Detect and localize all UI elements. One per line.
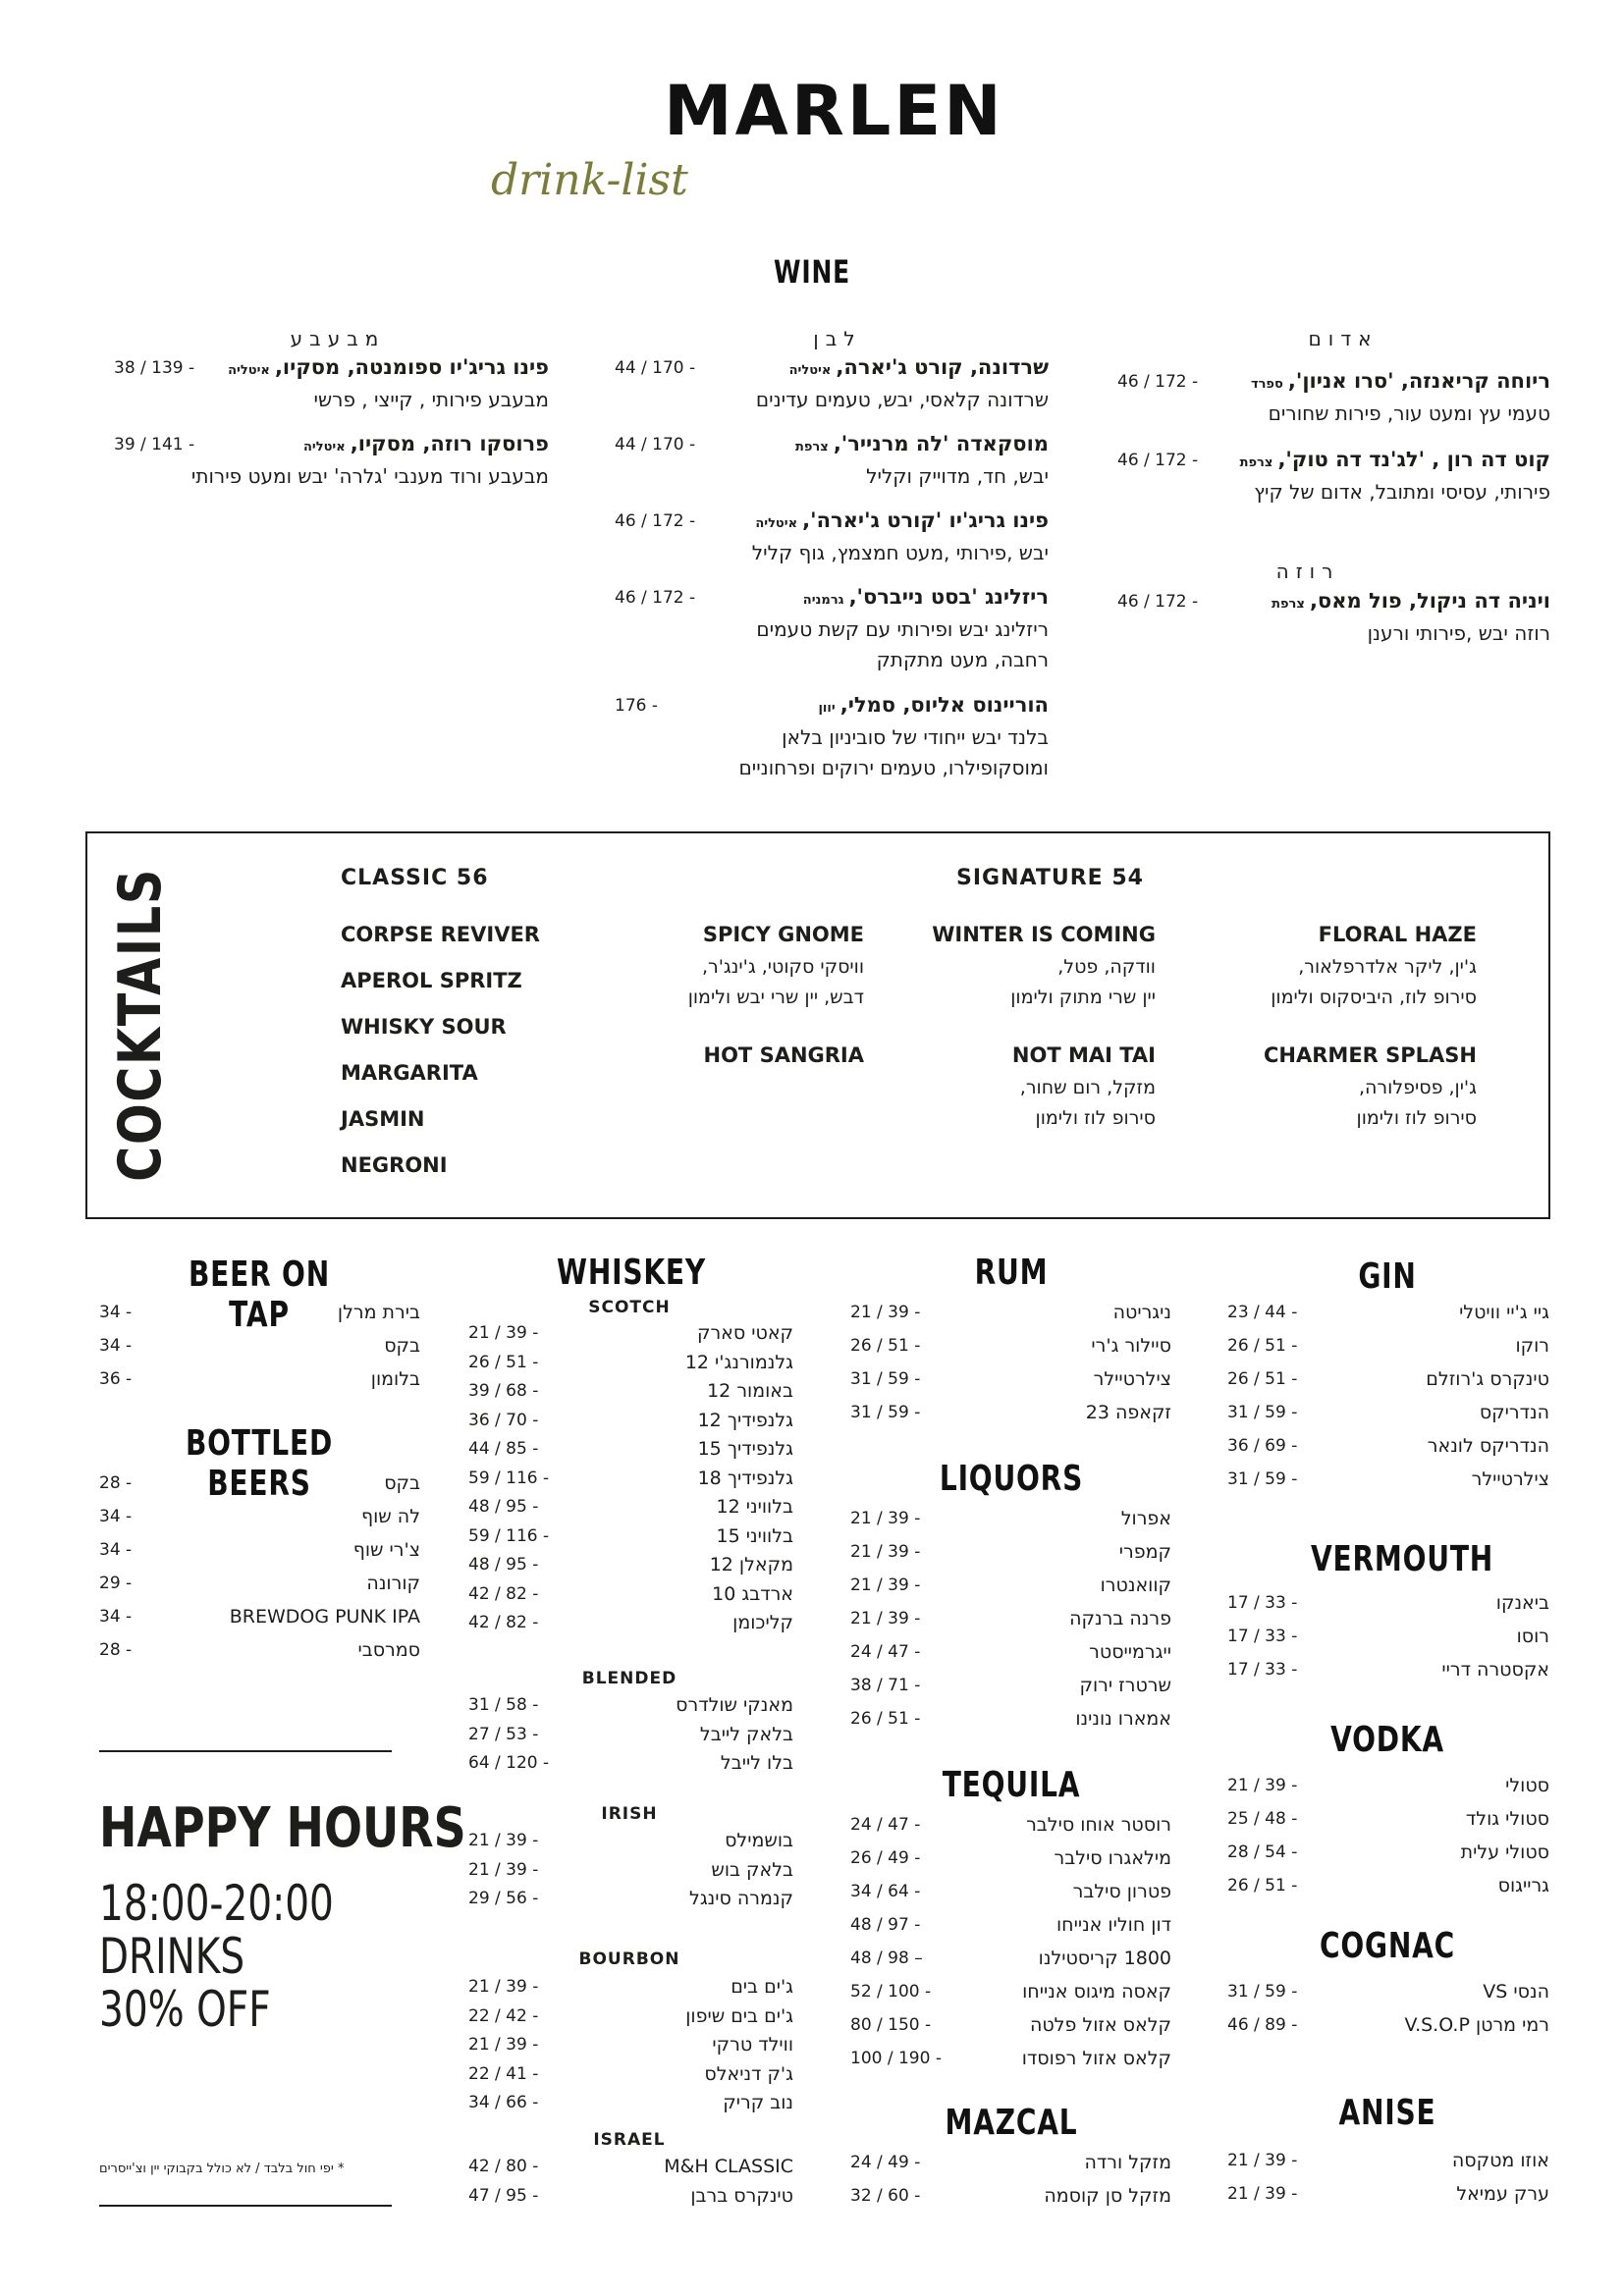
drink-name: אוזו מטקסה: [1451, 2150, 1549, 2171]
divider: [99, 1750, 392, 1752]
wine-item-name: ריוחה קריאנזה, 'סרו אניון',: [1287, 369, 1550, 393]
drink-name: סיילור ג'רי: [1091, 1335, 1171, 1357]
drink-name: גלנפידיך 15: [697, 1438, 793, 1460]
wine-rose-heading: רוזה: [1275, 560, 1340, 583]
drink-price: 26 / 51 -: [1227, 1876, 1298, 1896]
drink-name: בלוויני 12: [716, 1496, 793, 1518]
mazcal-title: MAZCAL: [945, 2103, 1078, 2143]
drink-name: ג'ק דניאלס: [704, 2062, 793, 2085]
signature-cocktail-description: ג'ין, ליקר אלדרפלאור,: [1298, 956, 1477, 978]
drink-price: 34 -: [99, 1303, 133, 1322]
gin-title: GIN: [1358, 1256, 1417, 1297]
wine-item-origin: איטליה: [228, 363, 270, 378]
drink-price: 42 / 82 -: [468, 1583, 539, 1604]
drink-price: 21 / 39 -: [850, 1509, 921, 1528]
drink-name: גלנפידיך 18: [697, 1467, 793, 1489]
drink-price: 31 / 59 -: [1227, 1469, 1298, 1489]
drink-name: באומור 12: [707, 1380, 793, 1402]
drink-price: 31 / 59 -: [1227, 1982, 1298, 2002]
signature-cocktail-description: ג'ין, פסיפלורה,: [1358, 1077, 1477, 1098]
beer-on-tap-title: BEER ON TAP: [188, 1255, 330, 1335]
wine-item-origin: גרמניה: [802, 593, 844, 608]
drink-name: סטולי גולד: [1465, 1808, 1549, 1830]
wine-item-name: מוסקאדה 'לה מרנייר',: [833, 432, 1049, 455]
drink-price: 27 / 53 -: [468, 1724, 539, 1744]
drink-name: בקס: [384, 1472, 420, 1494]
drink-name: טינקרס ג'רוזלם: [1426, 1368, 1549, 1390]
drink-name: קוואנטרו: [1100, 1575, 1171, 1596]
wine-item-price: 38 / 139 -: [114, 358, 195, 378]
drink-name: רוסו: [1516, 1626, 1549, 1647]
drink-name: רוסטר אוחו סילבר: [1026, 1814, 1171, 1836]
drink-price: 26 / 49 -: [850, 1848, 921, 1868]
drink-name: גרייגוס: [1497, 1875, 1549, 1896]
signature-cocktail-description: סירופ לוז ולימון: [1356, 1107, 1477, 1129]
drink-price: 29 -: [99, 1574, 133, 1593]
drink-name: בושמילס: [725, 1830, 793, 1851]
drink-price: 21 / 39 -: [850, 1575, 921, 1595]
wine-item-price: 46 / 172 -: [1117, 592, 1199, 612]
drink-price: 17 / 33 -: [1227, 1627, 1298, 1646]
drink-price: 21 / 39 -: [468, 1831, 539, 1850]
drink-price: 80 / 150 -: [850, 2015, 932, 2035]
wine-item-description: רוזה יבש ,פירותי ורענן: [1367, 621, 1550, 645]
drink-price: 36 / 69 -: [1227, 1436, 1298, 1456]
drink-name: ווילד טרקי: [712, 2034, 793, 2056]
happy-hours-note: * יפי חול בלבד / לא כולל בקבוקי יין וצ'ייסרים: [99, 2162, 345, 2176]
rum-title: RUM: [974, 1253, 1049, 1293]
drink-price: 23 / 44 -: [1227, 1303, 1298, 1322]
drink-price: 26 / 51 -: [850, 1336, 921, 1356]
signature-cocktail: FLORAL HAZE: [1318, 923, 1477, 946]
drink-price: 31 / 58 -: [468, 1695, 539, 1715]
israel-heading: ISRAEL: [593, 2130, 666, 2150]
bourbon-heading: BOURBON: [578, 1949, 680, 1969]
happy-hours-discount: 30% OFF: [99, 1981, 271, 2038]
drink-price: 52 / 100 -: [850, 1982, 932, 2002]
wine-item-name: ויניה דה ניקול, פול מאס,: [1309, 589, 1550, 613]
drink-name: ניגריטה: [1112, 1302, 1171, 1323]
drink-price: 21 / 39 -: [468, 2035, 539, 2055]
happy-hours-title: HAPPY HOURS: [99, 1796, 466, 1860]
wine-item-price: 44 / 170 -: [615, 358, 696, 378]
wine-title: WINE: [774, 253, 850, 291]
drink-name: קאסה מיגוס אנייחו: [1022, 1981, 1171, 2002]
drink-name: בלו לייבל: [720, 1752, 793, 1774]
wine-item-origin: יוון: [818, 701, 836, 716]
wine-item-origin: צרפת: [1272, 597, 1305, 612]
signature-cocktail-description: מזקל, רום שחור,: [1019, 1077, 1156, 1098]
drink-name: קלאס אזול פלטה: [1029, 2014, 1171, 2036]
wine-item-name: שרדונה, קורט ג'יארה,: [836, 355, 1049, 379]
drink-name: 1800 קריסטילנו: [1038, 1948, 1171, 1969]
drink-name: זקאפה 23: [1085, 1402, 1171, 1423]
signature-cocktail-description: סירופ לוז ולימון: [1035, 1107, 1156, 1129]
vodka-title: VODKA: [1330, 1720, 1444, 1760]
liquors-title: LIQUORS: [939, 1459, 1084, 1499]
wine-item-description: מבעבע פירותי , קייצי , פרשי: [313, 388, 549, 411]
signature-cocktail: HOT SANGRIA: [703, 1043, 864, 1067]
wine-item-origin: צרפת: [1239, 455, 1273, 470]
drink-price: 38 / 71 -: [850, 1676, 921, 1695]
drink-price: 34 -: [99, 1540, 133, 1560]
drink-price: 24 / 49 -: [850, 2153, 921, 2172]
brand-tagline: drink-list: [491, 155, 688, 205]
drink-price: 47 / 95 -: [468, 2185, 539, 2206]
wine-item-description: טעמי עץ ומעט עור, פירות שחורים: [1268, 401, 1550, 425]
drink-name: קמפרי: [1118, 1541, 1171, 1563]
drink-price: 34 -: [99, 1607, 133, 1627]
drink-price: 21 / 39 -: [1227, 2151, 1298, 2170]
signature-cocktail-description: יין שרי מתוק ולימון: [1010, 987, 1156, 1008]
signature-cocktail: NOT MAI TAI: [1011, 1043, 1156, 1067]
drink-name: ייגרמייסטר: [1089, 1641, 1171, 1663]
wine-item-price: 176 -: [615, 696, 658, 716]
signature-cocktail-description: וויסקי סקוטי, ג'ינג'ר,: [701, 956, 864, 978]
classic-cocktail: APEROL SPRITZ: [341, 969, 522, 992]
drink-name: בירת מרלן: [337, 1302, 420, 1323]
signature-cocktail-description: וודקה, פטל,: [1057, 956, 1156, 978]
drink-name: ארדבג 10: [712, 1582, 793, 1605]
wine-item-description: ומוסקופילרו, טעמים ירוקים ופרחוניים: [738, 756, 1049, 779]
drink-name: ג'ים בים: [731, 1976, 793, 1998]
drink-name: קליכומן: [732, 1612, 793, 1633]
divider: [99, 2205, 392, 2207]
drink-name: סטולי: [1505, 1775, 1549, 1796]
drink-name: טינקרס ברבן: [690, 2184, 793, 2207]
drink-price: 21 / 39 -: [850, 1542, 921, 1562]
drink-price: 48 / 95 -: [468, 1555, 539, 1575]
drink-name: אמארו נונינו: [1075, 1708, 1171, 1730]
wine-item-origin: איטליה: [302, 440, 346, 454]
classic-cocktail: JASMIN: [341, 1107, 425, 1131]
wine-item-description: יבש ,פירותי ,מעט חמצמץ, גוף קליל: [751, 541, 1049, 564]
drink-price: 21 / 39 -: [468, 1977, 539, 1997]
happy-hours-drinks: DRINKS: [99, 1928, 245, 1985]
drink-price: 22 / 41 -: [468, 2063, 539, 2084]
drink-name: ערק עמיאל: [1456, 2183, 1549, 2205]
drink-price: 26 / 51 -: [1227, 1369, 1298, 1389]
drink-price: 26 / 51 -: [850, 1709, 921, 1729]
brand-logo: MARLEN: [664, 71, 1004, 151]
wine-red-heading: אדום: [1308, 327, 1379, 350]
drink-name: אפרול: [1120, 1508, 1171, 1529]
drink-name: לה שוף: [360, 1506, 420, 1527]
drink-price: 31 / 59 -: [850, 1369, 921, 1389]
drink-price: 44 / 85 -: [468, 1439, 539, 1459]
drink-name: קלאס אזול רפוסדו: [1021, 2048, 1171, 2069]
drink-price: 36 / 70 -: [468, 1410, 539, 1430]
signature-cocktail: WINTER IS COMING: [932, 923, 1156, 946]
wine-item-name: קוט דה רון , 'לג'נד דה טוק',: [1277, 448, 1550, 471]
wine-item-price: 46 / 172 -: [615, 588, 696, 608]
cognac-title: COGNAC: [1319, 1926, 1456, 1966]
drink-price: 17 / 33 -: [1227, 1660, 1298, 1680]
wine-item-price: 46 / 172 -: [1117, 451, 1199, 470]
cocktails-title: COCKTAILS: [106, 868, 175, 1182]
drink-price: 34 / 64 -: [850, 1882, 921, 1901]
drink-name: גיי ג'יי וויטלי: [1459, 1302, 1549, 1323]
drink-name: פטרון סילבר: [1072, 1881, 1171, 1902]
drink-price: 64 / 120 -: [468, 1753, 550, 1773]
signature-cocktail-description: סירופ לוז, היביסקוס ולימון: [1271, 987, 1477, 1008]
drink-name: צילרטיילר: [1093, 1368, 1171, 1390]
drink-price: 22 / 42 -: [468, 2005, 539, 2026]
drink-name: V.S.O.P רמי מרטן: [1404, 2014, 1549, 2036]
drink-price: 32 / 60 -: [850, 2186, 921, 2206]
wine-item-description: ריזלינג יבש ופירותי עם קשת טעמים: [756, 617, 1049, 641]
drink-price: 26 / 51 -: [468, 1352, 539, 1372]
drink-price: 48 / 95 -: [468, 1497, 539, 1517]
wine-item-origin: ספרד: [1250, 377, 1283, 392]
blended-heading: BLENDED: [581, 1669, 677, 1688]
wine-item-description: בלנד יבש ייחודי של סוביניון בלאן: [782, 725, 1049, 749]
drink-price: 31 / 59 -: [1227, 1403, 1298, 1422]
drink-name: אקסטרה דריי: [1441, 1659, 1549, 1681]
happy-hours-time: 18:00-20:00: [99, 1875, 334, 1932]
drink-name: בלומון: [370, 1368, 420, 1390]
wine-item-name: פינו גריג'יו ספומנטה, מסקיו,: [274, 355, 549, 379]
drink-price: 28 -: [99, 1473, 133, 1493]
classic-heading: CLASSIC 56: [341, 866, 489, 890]
drink-name: M&H CLASSIC: [664, 2156, 793, 2177]
drink-price: 25 / 48 -: [1227, 1809, 1298, 1829]
drink-price: 36 -: [99, 1369, 133, 1389]
drink-name: צילרטיילר: [1471, 1468, 1549, 1490]
drink-price: 21 / 39 -: [468, 1323, 539, 1343]
drink-price: 34 -: [99, 1507, 133, 1526]
drink-name: דון חוליו אנייחו: [1056, 1914, 1171, 1936]
wine-item-price: 46 / 172 -: [1117, 372, 1199, 392]
tequila-title: TEQUILA: [942, 1765, 1081, 1805]
drink-price: 48 / 98 –: [850, 1949, 923, 1968]
drink-price: 21 / 39 -: [1227, 2184, 1298, 2204]
drink-price: 39 / 68 -: [468, 1381, 539, 1401]
wine-item-price: 44 / 170 -: [615, 435, 696, 454]
drink-name: גלנפידיך 12: [697, 1409, 793, 1431]
signature-cocktail: SPICY GNOME: [702, 923, 864, 946]
scotch-heading: SCOTCH: [588, 1298, 671, 1317]
drink-price: 28 -: [99, 1640, 133, 1660]
wine-item-description: רחבה, מעט מתקתק: [876, 648, 1049, 671]
drink-name: בלאק לייבל: [699, 1723, 793, 1745]
drink-name: סטולי עלית: [1460, 1842, 1549, 1863]
classic-cocktail: MARGARITA: [341, 1061, 478, 1085]
signature-heading: SIGNATURE 54: [956, 866, 1144, 890]
irish-heading: IRISH: [601, 1804, 658, 1824]
wine-item-description: יבש, חד, מדוייק וקליל: [866, 464, 1049, 488]
drink-price: 21 / 39 -: [468, 1859, 539, 1880]
drink-price: 31 / 59 -: [850, 1403, 921, 1422]
drink-name: מזקל סן קוסמה: [1044, 2185, 1171, 2207]
drink-price: 100 / 190 -: [850, 2049, 942, 2068]
wine-item-name: ריזלינג 'בסט נייברס',: [848, 585, 1049, 609]
drink-name: קורונה: [366, 1573, 420, 1594]
wine-item-name: פרוסקו רוזה, מסקיו,: [350, 432, 549, 455]
drink-name: BREWDOG PUNK IPA: [229, 1606, 420, 1628]
drink-price: 34 -: [99, 1336, 133, 1356]
drink-name: קאטי סארק: [696, 1322, 793, 1344]
wine-item-name: פינו גריג'יו 'קורט ג'יארה',: [802, 508, 1049, 532]
drink-price: 59 / 116 -: [468, 1468, 550, 1488]
drink-price: 21 / 39 -: [1227, 1776, 1298, 1795]
drink-price: 17 / 33 -: [1227, 1593, 1298, 1613]
classic-cocktail: NEGRONI: [341, 1153, 448, 1177]
wine-white-heading: לבן: [813, 327, 862, 350]
drink-name: נוב קריק: [723, 2092, 793, 2113]
drink-name: הנדריקס: [1479, 1402, 1549, 1423]
drink-price: 21 / 39 -: [850, 1303, 921, 1322]
anise-title: ANISE: [1338, 2093, 1436, 2133]
wine-item-name: הוריינוס אליוס, סמלי,: [839, 693, 1049, 717]
drink-price: 48 / 97 -: [850, 1915, 921, 1935]
wine-item-origin: איטליה: [755, 516, 798, 531]
signature-cocktail: CHARMER SPLASH: [1264, 1043, 1477, 1067]
drink-name: בלוויני 15: [716, 1524, 793, 1547]
drink-price: 24 / 47 -: [850, 1815, 921, 1835]
wine-item-description: מבעבע ורוד מענבי 'גלרה' יבש ומעט פירותי: [190, 464, 549, 488]
wine-item-description: פירותי, עסיסי ומתובל, אדום של קיץ: [1254, 480, 1550, 504]
drink-name: הנדריקס לונאר: [1427, 1435, 1549, 1457]
drink-name: גלנמורנג'י 12: [684, 1351, 793, 1373]
classic-cocktail: CORPSE REVIVER: [341, 923, 540, 946]
wine-item-price: 39 / 141 -: [114, 435, 195, 454]
classic-cocktail: WHISKY SOUR: [341, 1015, 507, 1039]
drink-name: מזקל ורדה: [1084, 2152, 1171, 2173]
drink-name: סמרסבי: [357, 1639, 420, 1661]
drink-name: בקס: [384, 1335, 420, 1357]
vermouth-title: VERMOUTH: [1311, 1539, 1494, 1579]
drink-price: 59 / 116 -: [468, 1525, 550, 1546]
wine-item-price: 46 / 172 -: [615, 511, 696, 531]
drink-name: רוקו: [1515, 1335, 1549, 1357]
drink-name: צ'רי שוף: [352, 1539, 420, 1561]
drink-price: 28 / 54 -: [1227, 1842, 1298, 1862]
drink-price: 34 / 66 -: [468, 2093, 539, 2112]
drink-name: בלאק בוש: [711, 1858, 793, 1881]
drink-name: ג'ים בים שיפון: [685, 2004, 793, 2027]
drink-price: 42 / 80 -: [468, 2157, 539, 2176]
drink-name: מילאגרו סילבר: [1054, 1847, 1171, 1869]
drink-price: 24 / 47 -: [850, 1642, 921, 1662]
drink-price: 26 / 51 -: [1227, 1336, 1298, 1356]
drink-name: מקאלן 12: [709, 1554, 793, 1575]
wine-item-origin: צרפת: [794, 440, 829, 454]
drink-name: מאנקי שולדרס: [676, 1694, 793, 1716]
drink-name: שרטרז ירוק: [1079, 1675, 1171, 1696]
drink-name: VS הנסי: [1483, 1981, 1549, 2002]
drink-price: 29 / 56 -: [468, 1889, 539, 1908]
drink-name: ביאנקו: [1495, 1592, 1549, 1614]
wine-sparkling-heading: מבעבע: [290, 327, 386, 350]
wine-item-origin: איטליה: [788, 363, 832, 378]
wine-item-description: שרדונה קלאסי, יבש, טעמים עדינים: [755, 388, 1049, 411]
bottled-beers-title: BOTTLED BEERS: [185, 1423, 334, 1504]
drink-name: קנמרה סינגל: [689, 1888, 793, 1909]
drink-price: 46 / 89 -: [1227, 2015, 1298, 2035]
whiskey-title: WHISKEY: [557, 1253, 706, 1293]
drink-name: פרנה ברנקה: [1069, 1608, 1171, 1629]
drink-price: 21 / 39 -: [850, 1609, 921, 1629]
drink-price: 42 / 82 -: [468, 1613, 539, 1632]
wine-item-name: [597, 693, 1049, 717]
cocktails-box: [85, 831, 1550, 1219]
signature-cocktail-description: דבש, יין שרי יבש ולימון: [687, 987, 864, 1008]
